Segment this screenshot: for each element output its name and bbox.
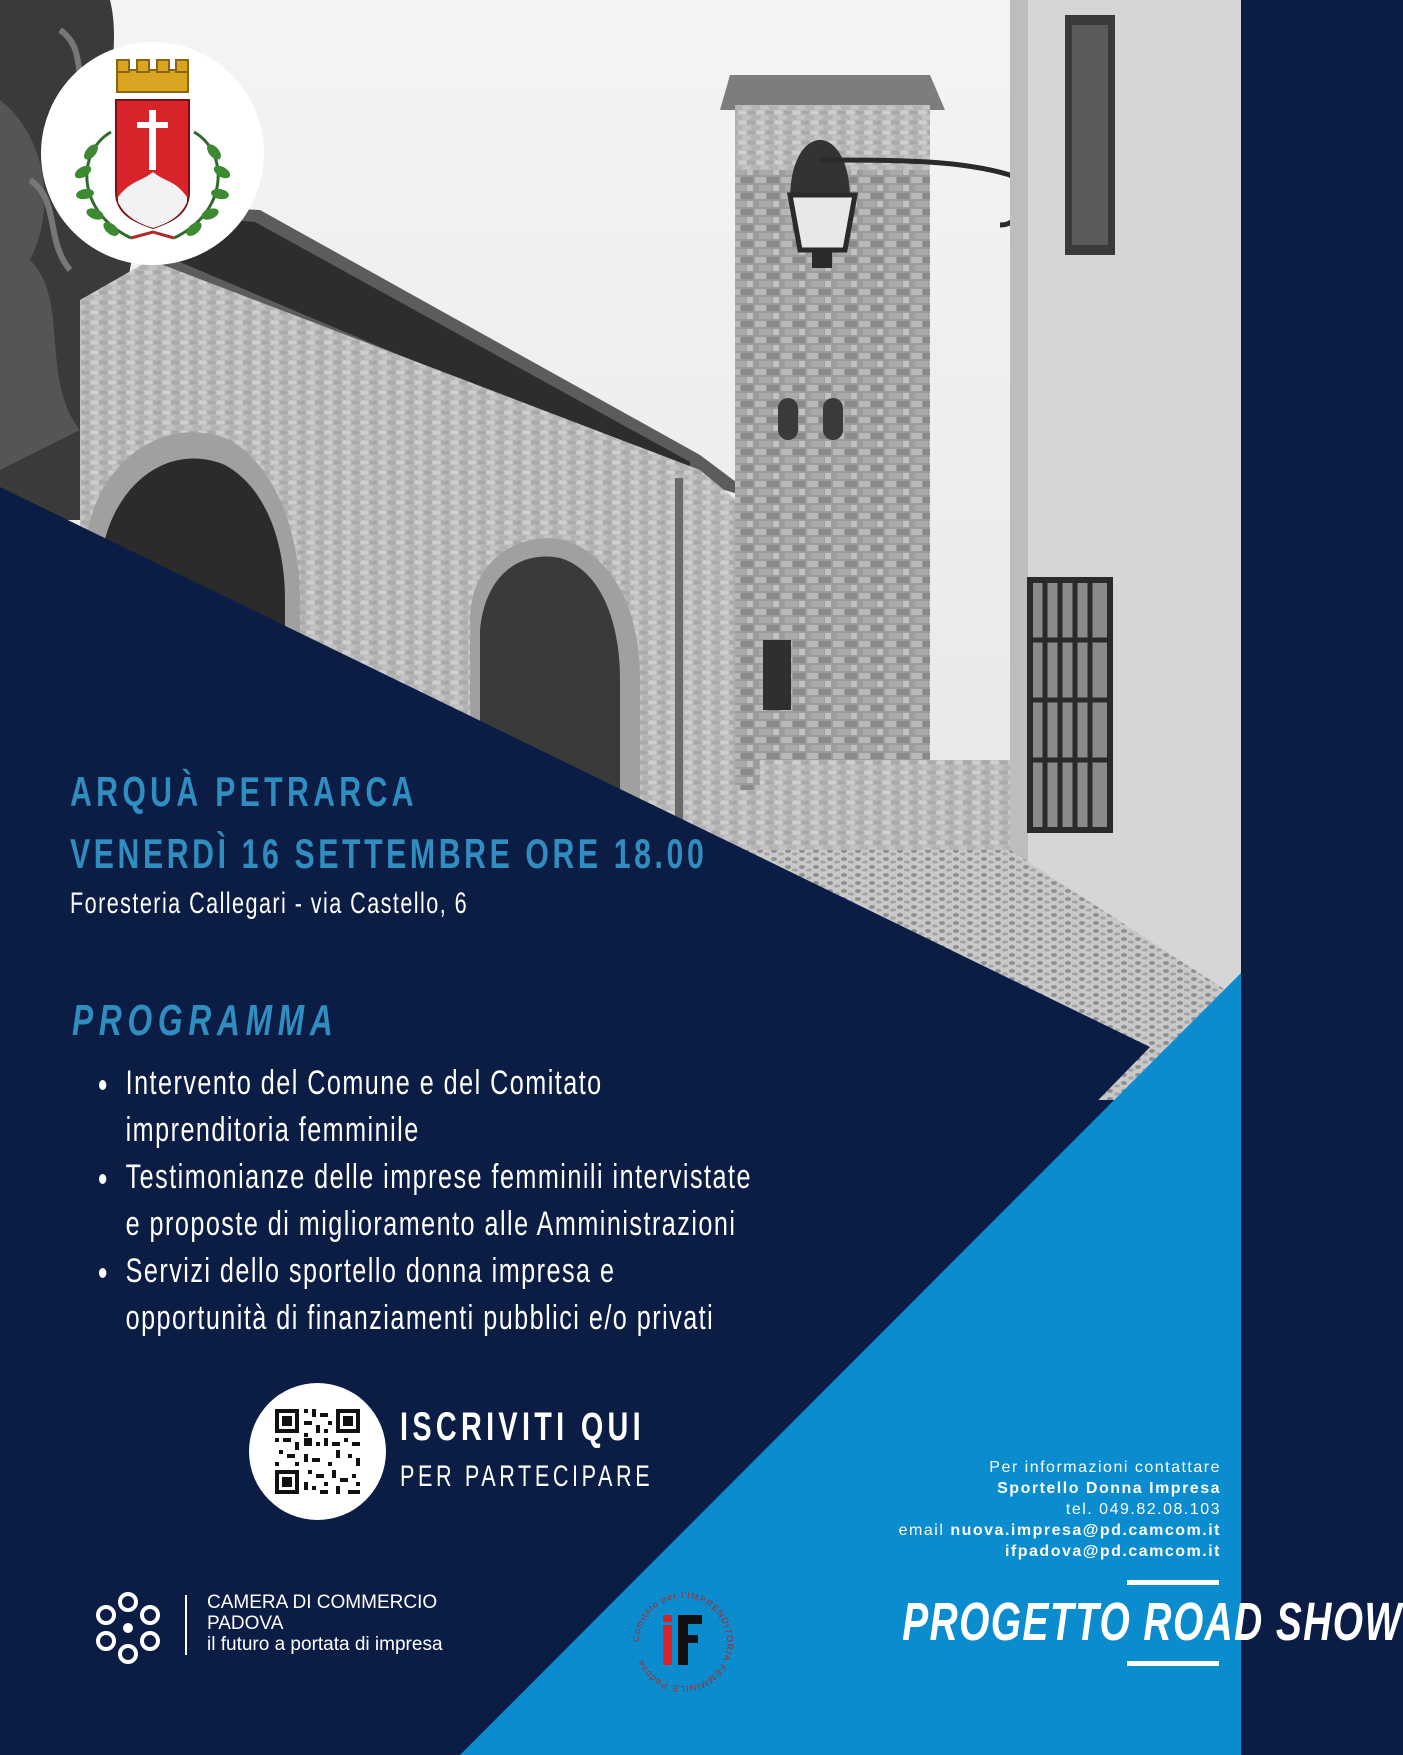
programma-item <box>96 1060 866 1154</box>
contact-office: Sportello Donna Impresa <box>997 1480 1221 1497</box>
programma-item-line: opportunità di finanziamenti pubblici e/o privati <box>125 1299 715 1337</box>
contact-phone: tel. 049.82.08.103 <box>1065 1501 1221 1518</box>
contact-email-label: email <box>898 1522 945 1539</box>
signup-headline: ISCRIVITI QUI <box>400 1405 645 1449</box>
event-venue: Foresteria Callegari - via Castello, 6 <box>70 887 469 920</box>
programma-item <box>96 1248 866 1342</box>
programma-item-line: e proposte di miglioramento alle Amministrazioni <box>125 1205 737 1243</box>
camera-line-2: PADOVA <box>207 1613 284 1634</box>
contact-info <box>899 1457 1221 1562</box>
qr-code-link[interactable] <box>249 1383 386 1520</box>
qr-code-icon <box>249 1383 386 1520</box>
project-badge <box>779 1580 1403 1666</box>
if-logo-ring-text: Comitato per l'IMPRENDITORIA FEMMINILE Padova <box>630 1589 736 1695</box>
contact-email-row <box>899 1520 1221 1541</box>
signup-subline: PER PARTECIPARE <box>400 1460 654 1493</box>
contact-email-2[interactable]: ifpadova@pd.camcom.it <box>1004 1543 1221 1560</box>
contact-intro: Per informazioni contattare <box>989 1459 1221 1476</box>
programma-item <box>96 1154 866 1248</box>
badge-top-line <box>1127 1580 1219 1585</box>
contact-email-1[interactable]: nuova.impresa@pd.camcom.it <box>950 1522 1221 1539</box>
programma-item-line: Testimonianze delle imprese femminili intervistate <box>125 1158 752 1196</box>
camera-commercio-text <box>207 1592 443 1655</box>
programma-title: PROGRAMMA <box>72 996 339 1045</box>
programma-item-line: Servizi dello sportello donna impresa e <box>125 1252 616 1290</box>
project-title: PROGETTO ROAD SHOW <box>902 1592 1403 1652</box>
logo-divider <box>185 1595 187 1655</box>
event-date: VENERDÌ 16 SETTEMBRE ORE 18.00 <box>70 830 708 877</box>
camera-line-1: CAMERA DI COMMERCIO <box>207 1592 438 1613</box>
camera-commercio-logo-icon <box>88 1588 168 1668</box>
badge-bottom-line <box>1127 1661 1219 1666</box>
imprenditoria-femminile-logo-icon <box>628 1587 738 1697</box>
programma-item-line: imprenditoria femminile <box>125 1111 420 1149</box>
programma-item-line: Intervento del Comune e del Comitato <box>125 1064 603 1102</box>
town-name: ARQUÀ PETRARCA <box>70 768 418 815</box>
programma-list <box>96 1060 1136 1342</box>
camera-line-3: il futuro a portata di impresa <box>207 1634 443 1655</box>
